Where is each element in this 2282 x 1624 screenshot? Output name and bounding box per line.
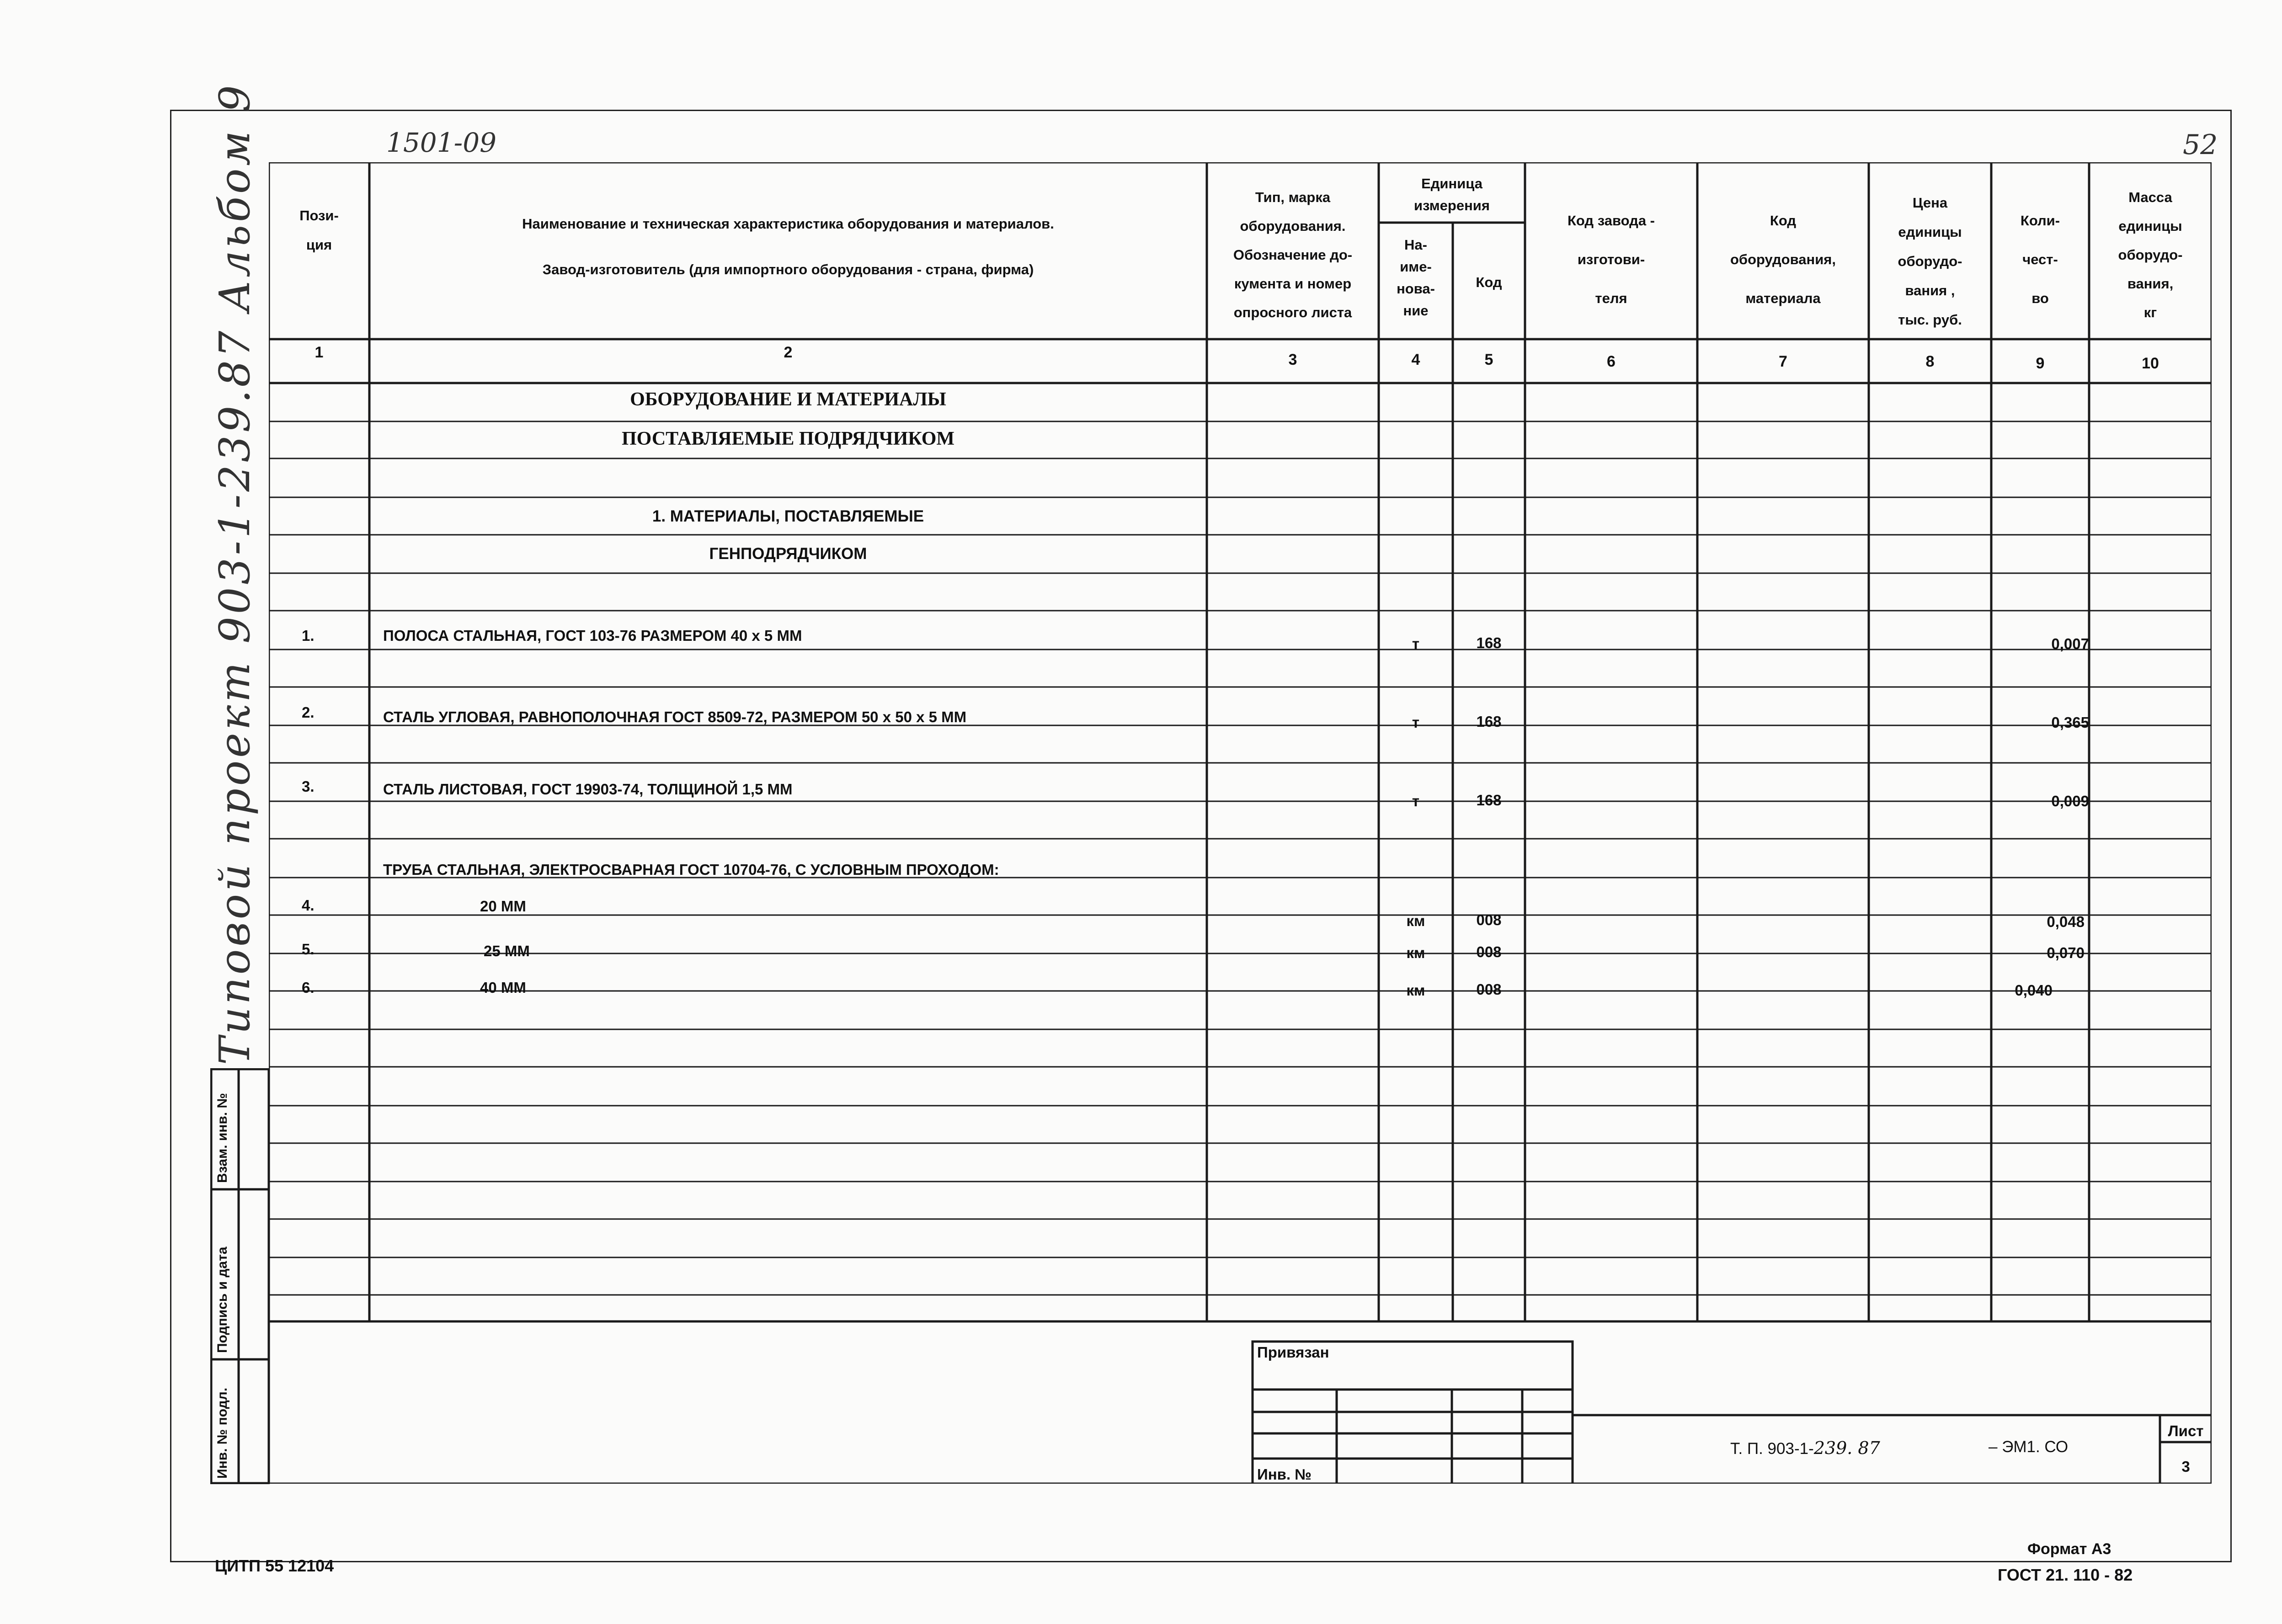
col-number-7: 7 (1779, 353, 1787, 370)
handwritten-sheet-number: 52 (2183, 129, 2218, 161)
item-6-code: 008 (1476, 981, 1502, 998)
item-1-code: 168 (1476, 634, 1502, 651)
col-number-4: 4 (1411, 351, 1420, 368)
stamp-sheet-label: Лист (2168, 1422, 2204, 1439)
footer-gost: ГОСТ 21. 110 - 82 (1998, 1565, 2133, 1584)
side-stamp-sign-date: Подпись и дата (215, 1246, 230, 1353)
header-col-unit-name: На- име- нова- ние (1397, 237, 1435, 319)
item-4-quantity: 0,048 (2047, 913, 2085, 930)
item-2-code: 168 (1476, 713, 1502, 730)
stamp-privyazan-label: Привязан (1257, 1344, 1329, 1361)
header-col-unit: Единица измерения (1414, 176, 1490, 213)
item-4-code: 008 (1476, 911, 1502, 928)
item-3-position: 3. (302, 778, 315, 795)
stamp-designation-suffix: – ЭМ1. СО (1989, 1438, 2069, 1456)
col-number-3: 3 (1288, 351, 1297, 368)
item-6-quantity: 0,040 (2015, 982, 2053, 999)
item-1-unit: т (1412, 635, 1420, 652)
header-col-unit-code: Код (1476, 274, 1502, 290)
col-number-6: 6 (1607, 353, 1616, 370)
footer-citp-code: ЦИТП 55 12104 (215, 1556, 334, 1575)
header-col-quantity: Коли- чест- во (2020, 213, 2060, 306)
side-stamp-vzam-inv: Взам. инв. № (215, 1093, 230, 1183)
stamp-designation: Т. П. 903-1-239. 87 (1730, 1438, 1880, 1458)
item-5-code: 008 (1476, 943, 1502, 960)
item-1-position: 1. (302, 627, 315, 644)
handwritten-side-label: Типовой проект 903-1-239.87 Альбом 9 (210, 82, 259, 1065)
item-1-name: ПОЛОСА СТАЛЬНАЯ, ГОСТ 103-76 РАЗМЕРОМ 40 х 5 ММ (383, 627, 802, 644)
section-title-line2: ПОСТАВЛЯЕМЫЕ ПОДРЯДЧИКОМ (621, 428, 955, 449)
header-col-name: Наименование и техническая характеристика оборудования и материалов. Завод-изготовитель (для импортного оборудования - страна, фирма) (522, 216, 1054, 277)
item-6-position: 6. (302, 979, 315, 996)
item-1-quantity: 0,007 (2051, 635, 2089, 652)
stamp-sheet-value: 3 (2181, 1458, 2190, 1475)
subsection-title-line2: ГЕНПОДРЯДЧИКОМ (709, 545, 867, 563)
header-col-factory-code: Код завода - изготови- теля (1567, 213, 1655, 306)
col-number-1: 1 (315, 344, 324, 361)
header-col-equipment-code: Код оборудования, материала (1730, 213, 1836, 306)
header-col-position: Пози- ция (299, 208, 339, 253)
header-col-type: Тип, марка оборудования. Обозначение до- кумента и номер опросного листа (1233, 189, 1353, 320)
item-2-quantity: 0,365 (2051, 714, 2089, 731)
section-title-line1: ОБОРУДОВАНИЕ И МАТЕРИАЛЫ (630, 389, 946, 410)
item-3-unit: т (1412, 793, 1420, 809)
col-number-9: 9 (2036, 355, 2045, 372)
subsection-title-line1: 1. МАТЕРИАЛЫ, ПОСТАВЛЯЕМЫЕ (652, 507, 924, 525)
header-col-mass: Масса единицы оборудо- вания, кг (2118, 189, 2183, 320)
col-number-8: 8 (1925, 353, 1935, 370)
footer-format: Формат А3 (2027, 1540, 2111, 1558)
col-number-5: 5 (1484, 351, 1493, 368)
item-6-unit: км (1406, 982, 1425, 999)
item-2-position: 2. (302, 704, 315, 721)
side-stamp-inv-orig: Инв. № подл. (215, 1387, 230, 1479)
item-6-name: 40 ММ (480, 979, 526, 996)
item-5-name: 25 ММ (484, 942, 530, 959)
item-3-code: 168 (1476, 792, 1502, 809)
item-4-position: 4. (302, 897, 315, 914)
item-5-position: 5. (302, 941, 315, 958)
handwritten-album-code: 1501-09 (386, 127, 497, 158)
item-2-unit: т (1412, 714, 1420, 731)
item-4-unit: км (1406, 912, 1425, 929)
item-3-name: СТАЛЬ ЛИСТОВАЯ, ГОСТ 19903-74, ТОЛЩИНОЙ 1,5 ММ (383, 781, 793, 798)
item-5-unit: км (1406, 944, 1425, 961)
item-2-name: СТАЛЬ УГЛОВАЯ, РАВНОПОЛОЧНАЯ ГОСТ 8509-72, РАЗМЕРОМ 50 х 50 х 5 ММ (383, 708, 967, 725)
item-5-quantity: 0,070 (2047, 944, 2085, 961)
pipe-group-header: ТРУБА СТАЛЬНАЯ, ЭЛЕКТРОСВАРНАЯ ГОСТ 10704-76, С УСЛОВНЫМ ПРОХОДОМ: (383, 861, 999, 878)
col-number-2: 2 (784, 344, 793, 361)
header-col-price: Цена единицы оборудо- вания , тыс. руб. (1898, 195, 1962, 328)
col-number-10: 10 (2142, 355, 2159, 372)
item-4-name: 20 ММ (480, 898, 526, 915)
item-3-quantity: 0,009 (2051, 793, 2089, 809)
stamp-inv-no-label: Инв. № (1257, 1466, 1312, 1483)
